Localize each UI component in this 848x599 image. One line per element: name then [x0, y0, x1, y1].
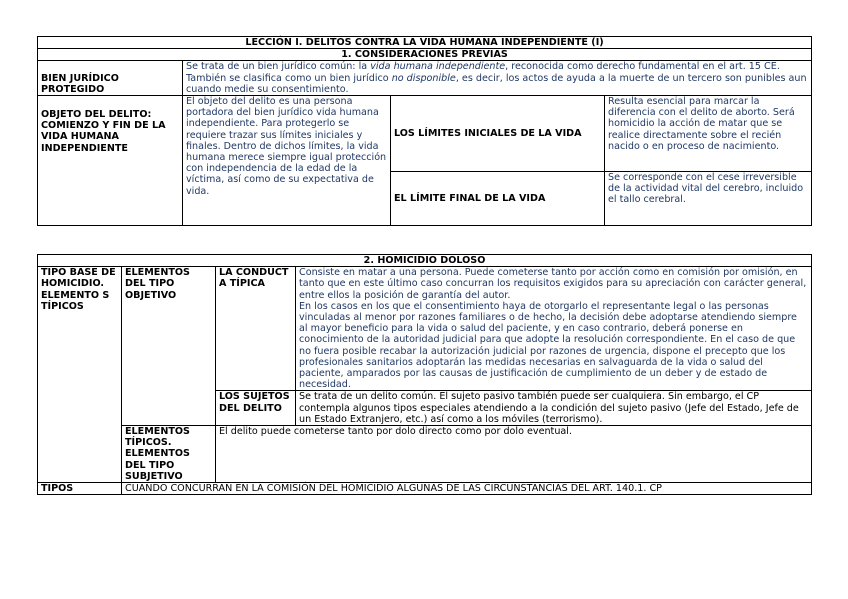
elementos-objetivo-label: ELEMENTOS DEL TIPO OBJETIVO — [122, 267, 216, 426]
sujetos-delito-text: Se trata de un delito común. El sujeto pasivo también puede ser cualquiera. Sin embargo, el CP contempla algunos tipos especiales atendiendo a la condición del sujeto pasivo (Jefe del Estado, Jefe de un Estado Extranjero, etc.) así como a los móviles (terrorismo). — [296, 391, 812, 426]
elementos-subjetivo-text: El delito puede cometerse tanto por dolo directo como por dolo eventual. — [216, 426, 812, 483]
limites-iniciales-label: LOS LÍMITES INICIALES DE LA VIDA — [391, 96, 605, 172]
section-title-consideraciones: 1. CONSIDERACIONES PREVIAS — [38, 49, 812, 61]
sujetos-delito-label: LOS SUJETOS DEL DELITO — [216, 391, 296, 426]
bien-juridico-label: BIEN JURÍDICO PROTEGIDO — [38, 61, 183, 96]
tipos-label: TIPOS — [38, 483, 122, 495]
table-consideraciones-previas — [37, 36, 812, 226]
tipos-text: CUANDO CONCURRAN EN LA COMISIÓN DEL HOMICIDIO ALGUNAS DE LAS CIRCUNSTANCIAS DEL ART. 140.1. CP — [122, 483, 812, 495]
elementos-subjetivo-label: ELEMENTOS TÍPICOS. ELEMENTOS DEL TIPO SUBJETIVO — [122, 426, 216, 483]
objeto-delito-label: OBJETO DEL DELITO: COMIENZO Y FIN DE LA VIDA HUMANA INDEPENDIENTE — [38, 96, 183, 226]
lesson-title: LECCIÓN I. DELITOS CONTRA LA VIDA HUMANA INDEPENDIENTE (I) — [38, 37, 812, 49]
bien-juridico-text: Se trata de un bien jurídico común: la vida humana independiente, reconocida como derecho fundamental en el art. 15 CE. También se clasifica como un bien jurídico no disponible, es decir, los actos de ayuda a la muerte de un tercero son punibles aun cuando medie su consentimiento. — [183, 61, 812, 96]
tipo-base-label: TIPO BASE DE HOMICIDIO. ELEMENTO S TÍPICOS — [38, 267, 122, 483]
objeto-delito-text: El objeto del delito es una persona portadora del bien jurídico vida humana independiente. Para protegerlo se requiere trazar sus límites iniciales y finales. Dentro de dichos límites, la vida humana merece siempre igual protección con independencia de la edad de la víctima, así como de su expectativa de vida. — [183, 96, 391, 226]
limite-final-label: EL LÍMITE FINAL DE LA VIDA — [391, 172, 605, 226]
limite-final-text: Se corresponde con el cese irreversible de la actividad vital del cerebro, incluido el tallo cerebral. — [605, 172, 812, 226]
conducta-tipica-text: Consiste en matar a una persona. Puede cometerse tanto por acción como en comisión por omisión, en tanto que en este último caso concurran los requisitos exigidos para su apreciación con carácter general, entre ellos la posición de garantía del autor. En los casos en los que el consentimiento haya de otorgarlo el representante legal o las personas vinculadas al menor por razones familiares o de hecho, la decisión debe adoptarse atendiendo siempre al mayor beneficio para la vida o salud del paciente, y en caso contrario, deberá ponerse en conocimiento de la autoridad judicial para que adopte la resolución correspondiente. En el caso de que no fuera posible recabar la autorización judicial por razones de urgencia, dispone el precepto que los profesionales sanitarios adoptarán las medidas necesarias en salvaguarda de la vida o salud del paciente, amparados por las causas de justificación de cumplimiento de un deber y de estado de necesidad. — [296, 267, 812, 391]
section-title-homicidio: 2. HOMICIDIO DOLOSO — [38, 255, 812, 267]
limites-iniciales-text: Resulta esencial para marcar la diferencia con el delito de aborto. Será homicidio la acción de matar que se realice directamente sobre el recién nacido o en proceso de nacimiento. — [605, 96, 812, 172]
table-homicidio-doloso — [37, 254, 812, 495]
conducta-tipica-label: LA CONDUCT A TÍPICA — [216, 267, 296, 391]
